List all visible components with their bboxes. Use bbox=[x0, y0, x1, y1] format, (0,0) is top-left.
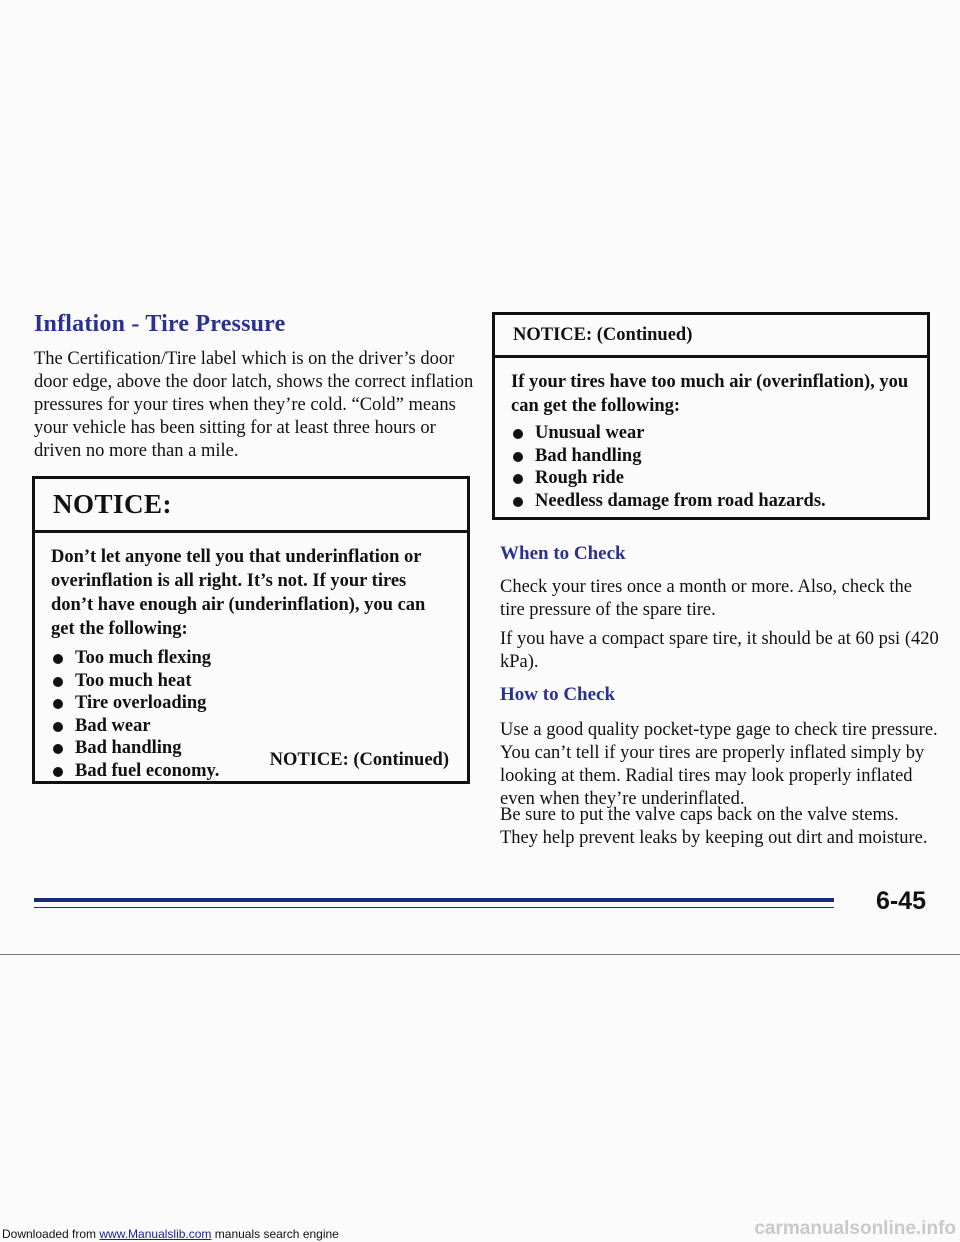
bullet-icon bbox=[53, 677, 63, 687]
list-item: Unusual wear bbox=[511, 422, 913, 445]
bullet-icon bbox=[53, 744, 63, 754]
how-to-check-paragraph: Use a good quality pocket-type gage to check tire pressure. You can’t tell if your tires are properly inflated simply by looking at them. Radial tires may look properly inflated even when they’re underinflated. bbox=[500, 720, 938, 809]
notice-lead-text: If your tires have too much air (overinflation), you can get the following: bbox=[511, 372, 909, 416]
spare-tire-paragraph: If you have a compact spare tire, it should be at 60 psi (420 kPa). bbox=[500, 629, 939, 672]
list-item: Too much heat bbox=[51, 670, 453, 693]
page-number: 6-45 bbox=[875, 887, 926, 915]
list-item: Bad handling bbox=[511, 445, 913, 468]
bullet-icon bbox=[53, 654, 63, 664]
notice-continued-label: NOTICE: (Continued) bbox=[269, 750, 449, 770]
list-item: Too much flexing bbox=[51, 647, 453, 670]
notice-box-overinflation bbox=[492, 312, 930, 520]
bullet-icon bbox=[513, 474, 523, 484]
bullet-icon bbox=[53, 722, 63, 732]
list-item: Needless damage from road hazards. bbox=[511, 490, 913, 513]
notice-lead-text: Don’t let anyone tell you that underinflation or overinflation is all right. It’s not. If your tires don’t have enough air (underinflation), you can get the following: bbox=[51, 547, 426, 639]
bullet-icon bbox=[513, 497, 523, 507]
how-to-check-heading: How to Check bbox=[500, 684, 616, 705]
valve-caps-paragraph: Be sure to put the valve caps back on the valve stems. They help prevent leaks by keeping out dirt and moisture. bbox=[500, 805, 928, 848]
download-credit: Downloaded from www.Manualslib.com manuals search engine bbox=[2, 1227, 339, 1241]
when-to-check-paragraph: Check your tires once a month or more. Also, check the tire pressure of the spare tire. bbox=[500, 577, 913, 620]
list-item: Bad handling bbox=[51, 737, 453, 760]
list-item: Bad fuel economy. bbox=[51, 760, 453, 783]
manualslib-link[interactable]: www.Manualslib.com bbox=[99, 1227, 212, 1241]
list-item: Tire overloading bbox=[51, 692, 453, 715]
bullet-icon bbox=[53, 767, 63, 777]
bullet-icon bbox=[53, 699, 63, 709]
notice-box-underinflation bbox=[32, 476, 470, 784]
when-to-check-heading: When to Check bbox=[500, 543, 626, 564]
footer-rule-thin bbox=[34, 907, 834, 908]
overinflation-list bbox=[511, 422, 913, 512]
watermark-text: carmanualsonline.info bbox=[754, 1218, 956, 1239]
notice-title: NOTICE: (Continued) bbox=[495, 315, 927, 358]
bullet-icon bbox=[513, 429, 523, 439]
list-item: Bad wear bbox=[51, 715, 453, 738]
intro-paragraph: The Certification/Tire label which is on the driver’s door door edge, above the door latch, shows the correct inflation pressures for your tires when they’re cold. “Cold” means your vehicle has been sitting for at least three hours or driven no more than a mile. bbox=[34, 349, 474, 461]
footer-rule bbox=[34, 898, 834, 902]
page-heading: Inflation - Tire Pressure bbox=[34, 311, 286, 337]
scan-edge-divider bbox=[0, 954, 960, 955]
notice-title: NOTICE: bbox=[35, 479, 467, 533]
bullet-icon bbox=[513, 452, 523, 462]
list-item: Rough ride bbox=[511, 467, 913, 490]
